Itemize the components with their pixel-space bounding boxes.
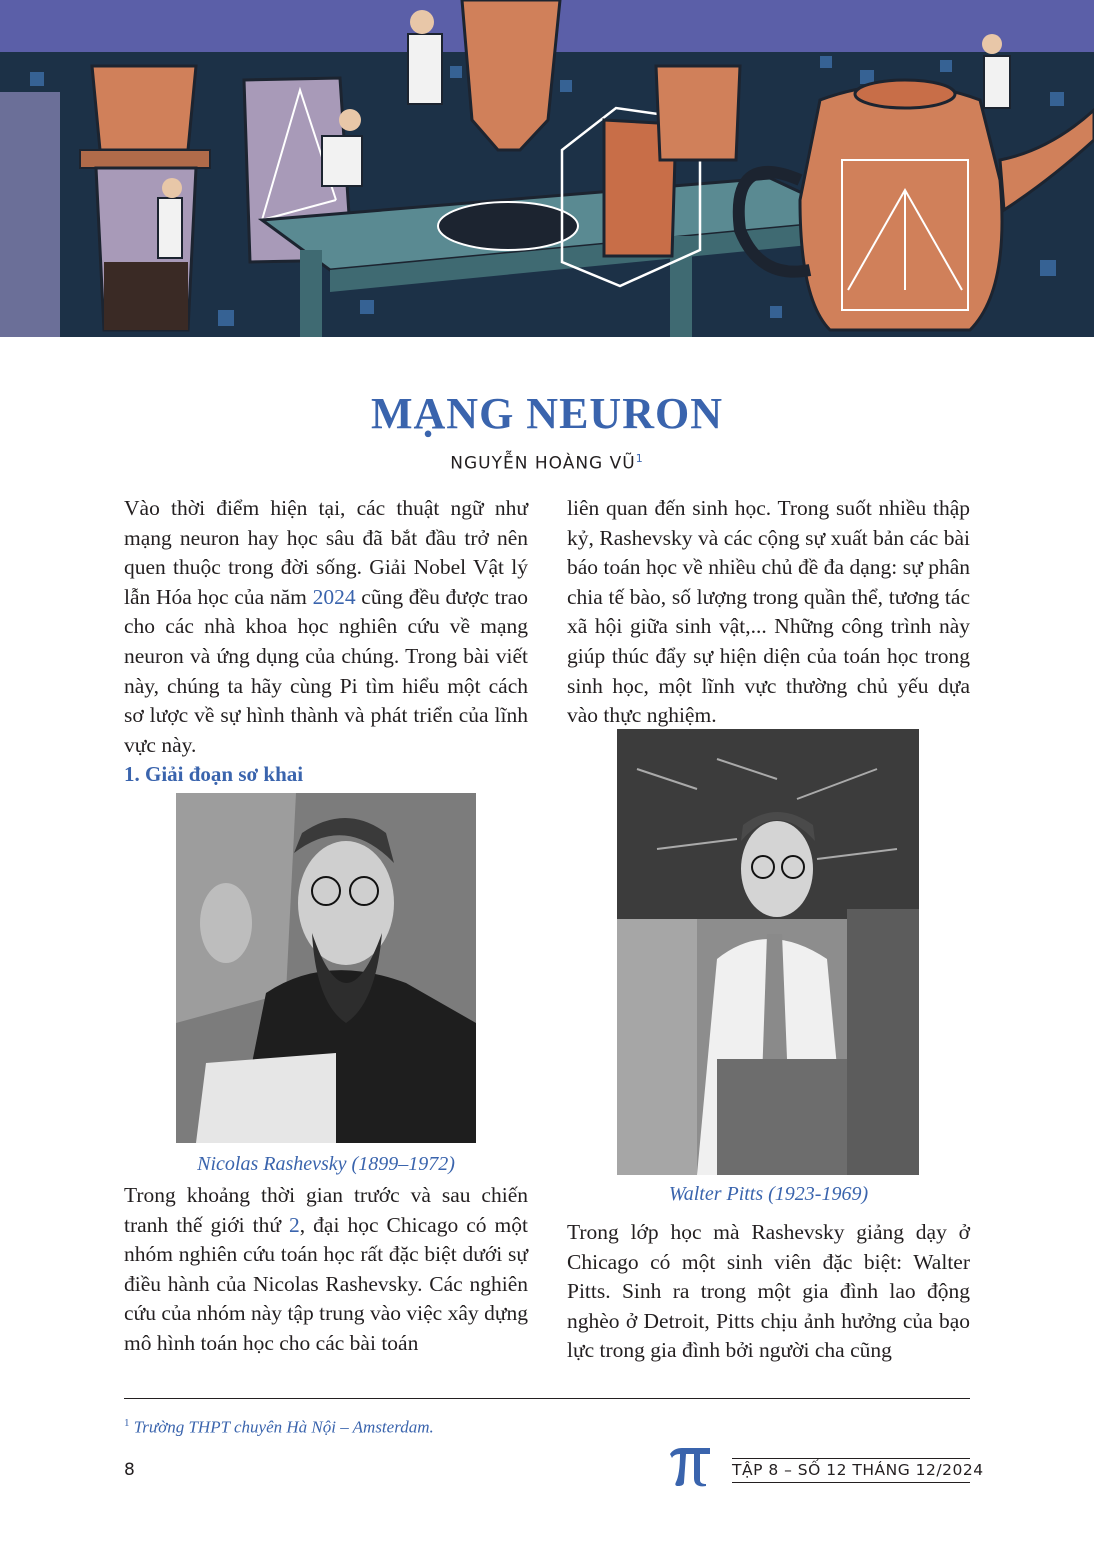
page-number: 8 [124,1460,135,1480]
author-footnote-ref[interactable]: 1 [635,452,644,465]
pi-logo-icon [666,1444,714,1488]
year-highlight: 2024 [312,584,356,609]
photo2-caption: Walter Pitts (1923-1969) [668,1183,869,1205]
pitts-photo [617,729,919,1175]
intro-paragraph: Vào thời điểm hiện tại, các thuật ngữ như mạng neuron hay học sâu đã bắt đầu trở nên quen thuộc trong đời sống. Giải Nobel Vật lý lẫn Hóa học của năm 2024 cũng đều được trao cho các nhà khoa học nghiên cứu về mạng neuron và ứng dụng của chúng. Trong bài viết này, chúng ta hãy cùng Pi tìm hiểu một cách sơ lược về sự hình thành và phát triển của lĩnh vực này. [124,496,528,757]
article-title: MẠNG NEURON [371,389,723,438]
section-heading: 1. Giải đoạn sơ khai [124,762,304,786]
author-line [0,452,1094,474]
footnote-text: Trường THPT chuyên Hà Nội – Amsterdam. [133,1417,434,1437]
issue-label: TẬP 8 – SỐ 12 THÁNG 12/2024 [732,1461,984,1479]
issue-rule-bottom [732,1482,970,1483]
header-illustration [0,0,1094,337]
pitts-paragraph: Trong lớp học mà Rashevsky giảng dạy ở Chicago có một sinh viên đặc biệt: Walter Pitts. Sinh ra trong một gia đình lao động nghèo ở Detroit, Pitts chịu ảnh hưởng của bạo lực trong gia đình bởi người cha cũng [567,1220,970,1363]
lab-illustration [0,0,1094,337]
issue-rule-top [732,1458,970,1459]
war-number-highlight: 2 [289,1212,300,1237]
chicago-paragraph: Trong khoảng thời gian trước và sau chiến tranh thế giới thứ 2, đại học Chicago có một nhóm nghiên cứu toán học rất đặc biệt dưới sự điều hành của Nicolas Rashevsky. Các nghiên cứu của nhóm này tập trung vào việc xây dựng mô hình toán học cho các bài toán [124,1183,528,1355]
footnote [124,1417,434,1438]
rashevsky-work-paragraph: liên quan đến sinh học. Trong suốt nhiều thập kỷ, Rashevsky và các cộng sự xuất bản các bài báo toán học về nhiều chủ đề đa dạng: sự phân chia tế bào, số lượng trong quần thể, tương tác xã hội giữa sinh vật,... Những công trình này giúp thúc đẩy sự hiện diện của toán học trong sinh học, một lĩnh vực thường chủ yếu dựa vào thực nghiệm. [567,496,970,728]
footnote-divider [124,1398,970,1399]
footnote-number: 1 [124,1417,130,1429]
photo1-caption: Nicolas Rashevsky (1899–1972) [197,1153,455,1175]
rashevsky-photo [176,793,476,1143]
author-name: NGUYỄN HOÀNG VŨ [450,453,636,474]
